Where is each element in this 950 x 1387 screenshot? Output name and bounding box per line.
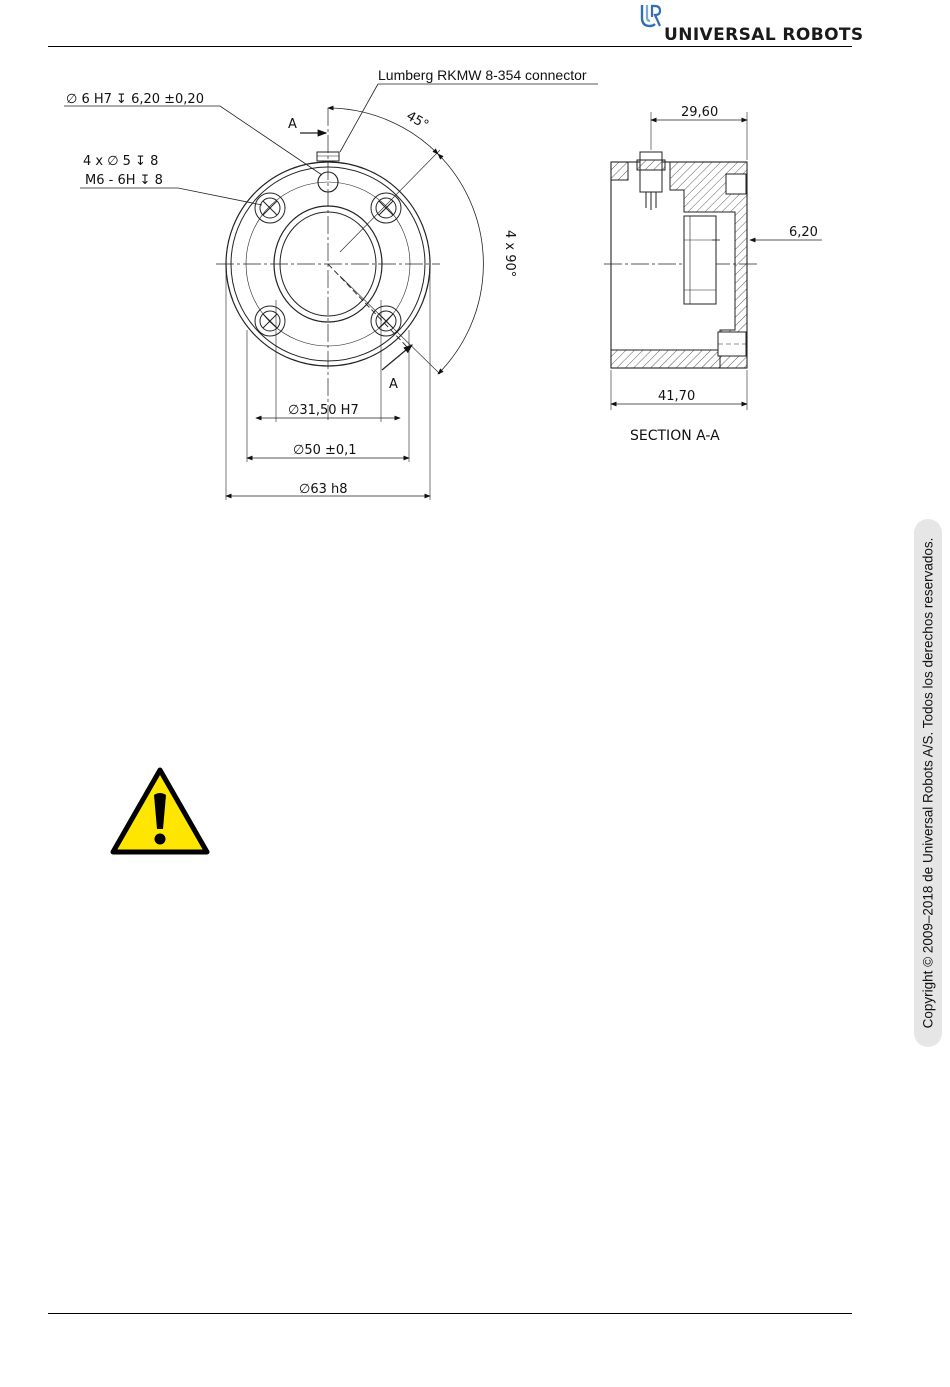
copyright-tab [914,519,942,1047]
section-view [604,112,822,410]
footer-rule [48,1313,852,1314]
angle-4x90-label: 4 x 90° [502,230,517,278]
bolt-holes-callout-1: 4 x ∅ 5 ↧ 8 [83,154,159,169]
dim-recess: 6,20 [789,225,818,240]
warning-triangle-icon [110,767,210,855]
section-caption: SECTION A-A [630,428,720,444]
technical-drawing [0,0,950,520]
dim-total-width: 41,70 [658,389,696,404]
section-marker-top: A [288,117,297,132]
copyright-text: Copyright © 2009–2018 de Universal Robots A/S. Todos los derechos reservados. [920,537,936,1029]
front-view [64,84,598,500]
dim-bolt-circle: ∅50 ±0,1 [293,443,357,458]
connector-label: Lumberg RKMW 8-354 connector [378,67,587,83]
pin-hole-callout: ∅ 6 H7 ↧ 6,20 ±0,20 [66,92,204,107]
section-marker-bottom: A [389,377,398,392]
bolt-holes-callout-2: M6 - 6H ↧ 8 [85,173,163,188]
dim-bore: ∅31,50 H7 [288,403,359,418]
dim-outer: ∅63 h8 [299,482,348,497]
brand-name: UNIVERSAL ROBOTS [664,25,864,45]
dim-top-width: 29,60 [681,105,719,120]
angle-45-label: 45° [403,108,432,134]
